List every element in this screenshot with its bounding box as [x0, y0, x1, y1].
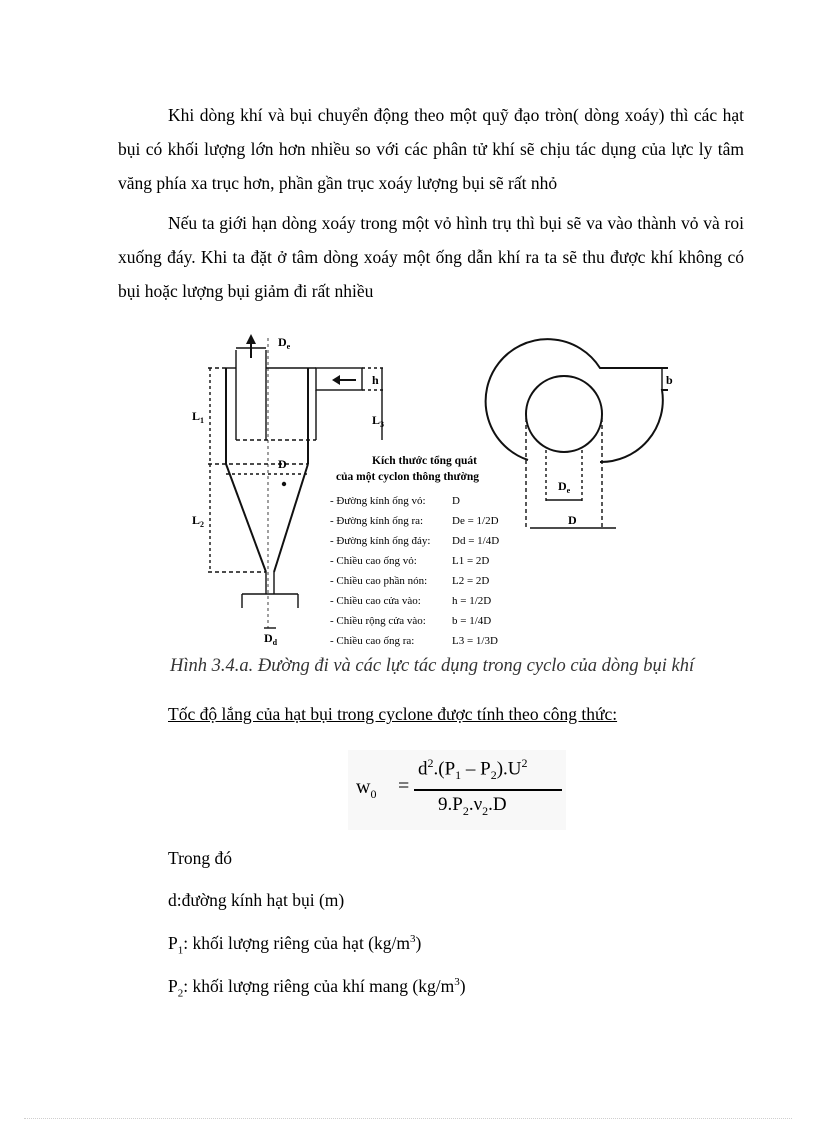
- paragraph-1-text: Khi dòng khí và bụi chuyển động theo một quỹ đạo tròn( dòng xoáy) thì các hạt bụi có khối lượng lớn hơn nhiều so với các phân tử khí sẽ chịu tác dụng của lực ly tâm văng phía xa trục hơn, phần gần trục xoáy lượng bụi sẽ rất nhỏ: [118, 105, 744, 193]
- paragraph-cylinder: [118, 206, 744, 308]
- legend-item-label: - Chiều cao phần nón:: [330, 575, 428, 587]
- label-l3: $L_3$: [372, 413, 385, 429]
- legend-item-label: - Đường kính ống vỏ:: [330, 495, 426, 507]
- legend-title-2: của một cyclon thông thường: [336, 471, 479, 483]
- label-dd: $D_d$: [264, 631, 278, 647]
- cone-left-wall: [226, 464, 266, 572]
- settling-velocity-formula: [348, 750, 566, 830]
- definitions-intro: Trong đó: [168, 848, 233, 868]
- legend-title-1: Kích thước tổng quát: [372, 455, 477, 467]
- dust-particle: [282, 482, 286, 486]
- plan-scroll-inner: [600, 390, 668, 462]
- legend-item-value: h = 1/2D: [452, 595, 492, 607]
- legend-item-value: De = 1/2D: [452, 515, 499, 527]
- formula-lhs: $w_0$: [356, 776, 377, 801]
- label-plan-d: D: [568, 513, 577, 527]
- legend-item-label: - Đường kính ống ra:: [330, 515, 424, 527]
- formula-heading: Tốc độ lắng của hạt bụi trong cyclone được tính theo công thức:: [168, 704, 618, 724]
- cone-right-wall: [274, 464, 308, 572]
- plan-outlet-circle: [526, 376, 602, 452]
- legend-item-value: D: [452, 495, 460, 507]
- legend-item-label: - Chiều cao cửa vào:: [330, 595, 421, 607]
- paragraph-2-text: Nếu ta giới hạn dòng xoáy trong một vỏ hình trụ thì bụi sẽ va vào thành vỏ và roi xuống đáy. Khi ta đặt ở tâm dòng xoáy một ống dẫn khí ra ta sẽ thu được khí không có bụi hoặc lượng bụi giảm đi rất nhiều: [118, 213, 744, 301]
- label-h: h: [372, 373, 379, 387]
- formula-denominator: $9.P_2.\nu_2.D$: [438, 794, 507, 818]
- formula-numerator: $d^2.(P_1 - P_2).U^2$: [418, 756, 528, 783]
- definition-p1: $P_1$: khối lượng riêng của hạt $(kg/m^3)$: [168, 933, 422, 957]
- legend-item-label: - Chiều cao ống ra:: [330, 635, 415, 647]
- plan-scroll-outer: [486, 339, 668, 460]
- page-bottom-rule: [24, 1118, 792, 1119]
- legend-item-value: Dd = 1/4D: [452, 535, 500, 547]
- cyclone-diagram-svg: [186, 328, 678, 648]
- legend-item-value: L2 = 2D: [452, 575, 490, 587]
- label-de: $D_e$: [278, 335, 291, 351]
- legend-item-value: L3 = 1/3D: [452, 635, 498, 647]
- formula-equals: =: [398, 775, 410, 797]
- definition-p2: $P_2$: khối lượng riêng của khí mang $(kg/m^3)$: [168, 976, 466, 1000]
- label-l1: $L_1$: [192, 409, 205, 425]
- legend-item-value: b = 1/4D: [452, 615, 492, 627]
- legend-item-label: - Chiều cao ống vỏ:: [330, 555, 417, 567]
- label-l2: $L_2$: [192, 513, 205, 529]
- outlet-arrow-head: [246, 334, 256, 344]
- label-plan-de: $D_e$: [558, 479, 571, 495]
- figure-caption: Hình 3.4.a. Đường đi và các lực tác dụng trong cyclo của dòng bụi khí: [170, 656, 695, 676]
- legend-item-value: L1 = 2D: [452, 555, 490, 567]
- label-b: b: [666, 373, 673, 387]
- legend-item-label: - Đường kính ống đáy:: [330, 535, 431, 547]
- label-d: D: [278, 457, 287, 471]
- legend-item-label: - Chiều rộng cửa vào:: [330, 615, 426, 627]
- inlet-arrow-head: [332, 375, 340, 385]
- formula-fraction-bar: [414, 789, 562, 791]
- cyclone-diagram: [186, 328, 678, 648]
- definition-d: d:đường kính hạt bụi (m): [168, 890, 345, 910]
- paragraph-centrifugal: [118, 98, 744, 200]
